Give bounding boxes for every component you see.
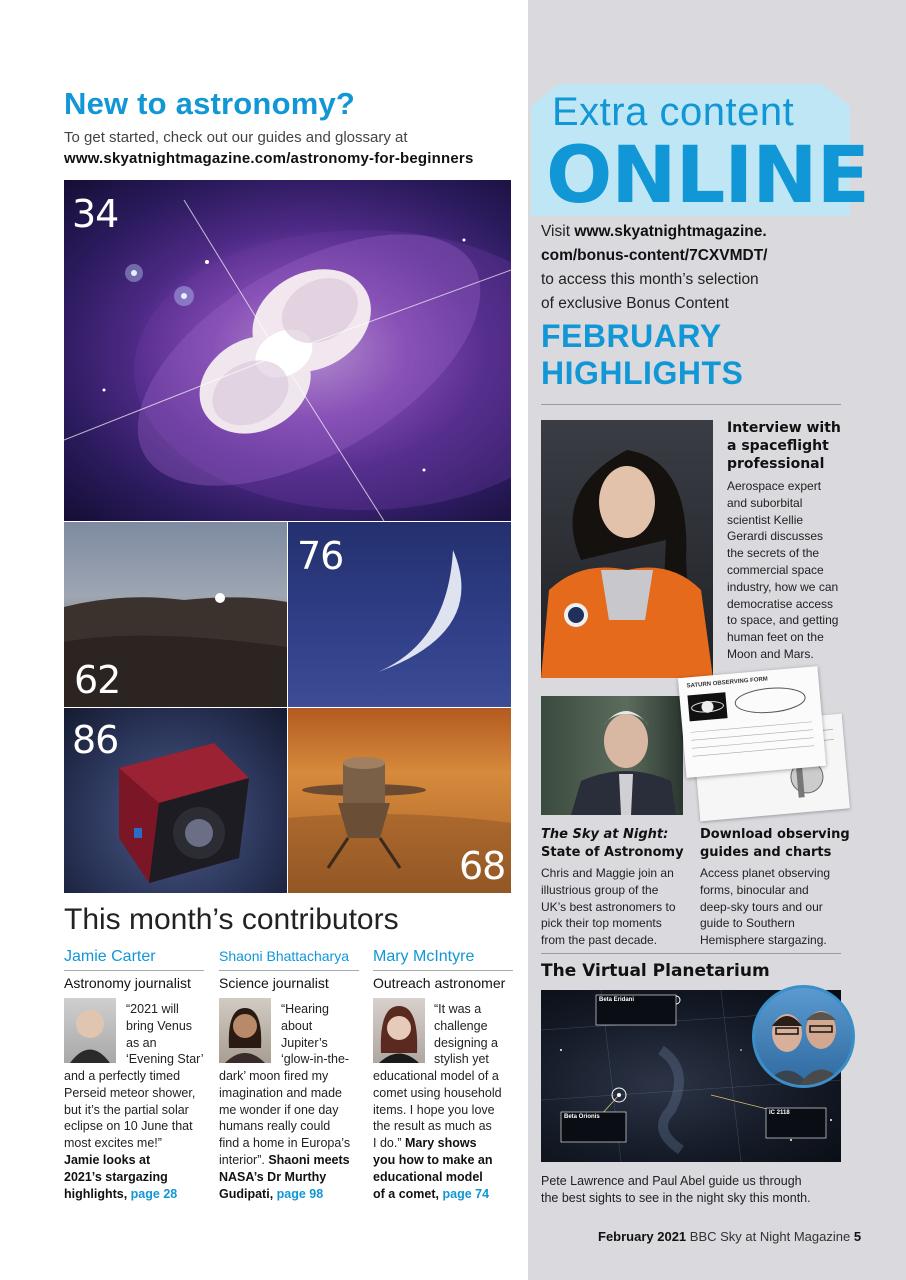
quote-line: me wonder if one day [219,1102,339,1117]
page-footer [598,1229,861,1244]
page-link[interactable]: page 74 [442,1186,490,1201]
quote-line: I do.” [373,1136,402,1151]
quote-line: interior”. [219,1152,265,1167]
contributor-name: Shaoni Bhattacharya [219,948,349,964]
quote-line: challenge [434,1018,488,1033]
saturn-art [678,666,826,778]
divider [219,970,359,971]
title-line: a spaceflight [727,438,829,454]
body-line: forms, binocular and [700,882,809,897]
highlights-line: HIGHLIGHTS [541,355,744,391]
teaser-line: highlights, [64,1186,128,1201]
body-line: Access planet observing [700,866,831,880]
contributor-name: Jamie Carter [64,948,156,965]
teaser-line: Gudipati, [219,1186,274,1201]
contributors-heading: This month’s contributors [64,903,399,936]
body-line: illustrious group of the [541,882,659,897]
body-line: scientist Kellie [727,512,804,527]
title-line: professional [727,456,825,472]
quote-line: and a perfectly timed [64,1069,181,1083]
quote-line: the result as much as [373,1119,492,1134]
download-title [700,826,850,862]
kellie-gerardi-image[interactable] [541,420,713,678]
page-number-34: 34 [72,192,119,236]
title-line: Download observing [700,827,850,842]
star-label: IC 2118 [769,1110,790,1116]
extra-content-title: Extra content [552,90,795,134]
teaser-line: Shaoni meets [268,1152,350,1167]
teaser-line: NASA’s Dr Murthy [219,1169,327,1184]
astro-camera-image[interactable] [64,708,287,893]
intro-heading: New to astronomy? [64,86,356,121]
presenter-art [541,696,683,815]
quote-line: bring Venus [126,1018,193,1033]
title-line: The Sky at Night: [541,827,669,842]
body-line: Aerospace expert [727,479,822,493]
presenters-art [755,988,852,1085]
form-title: SATURN OBSERVING FORM [686,676,769,690]
title-line: State of Astronomy [541,845,684,860]
quote-line: most excites me!” [64,1136,162,1151]
contributor-name: Mary McIntyre [373,948,475,965]
body-line: human feet on the [727,630,824,645]
page-link[interactable]: page 98 [276,1186,324,1201]
quote-line: “Hearing [281,1002,329,1016]
avatar-art [64,998,116,1063]
body-line: UK’s best astronomers to [541,899,676,914]
quote-line: “2021 will [126,1002,179,1016]
quote-line: eclipse on 10 June that [64,1119,193,1134]
planetarium-title: The Virtual Planetarium [541,961,770,981]
lander-image[interactable] [288,708,511,893]
saturn-form-sheet[interactable] [678,666,826,778]
visit-desc: of exclusive Bonus Content [541,295,729,312]
visit-word: Visit [541,223,571,240]
state-of-astronomy-image[interactable] [541,696,683,815]
body-line: deep-sky tours and our [700,899,823,914]
body-line: commercial space [727,562,824,577]
quote-line: find a home in Europa’s [219,1136,351,1151]
highlights-heading [541,318,743,392]
interview-title [727,419,841,473]
highlights-line: FEBRUARY [541,318,722,354]
teaser-line: educational model [373,1169,483,1184]
page-number-76: 76 [297,534,344,578]
beginners-link[interactable]: www.skyatnightmagazine.com/astronomy-for-beginners [64,150,474,167]
title-line: guides and charts [700,845,832,860]
body-line: Gerardi discusses [727,529,824,544]
mars-sunset-image[interactable] [64,522,287,707]
teaser-line: Mary shows [404,1136,477,1151]
online-title: ONLINE [546,131,869,221]
body-line: the secrets of the [727,546,820,561]
quote-line: imagination and made [219,1085,342,1100]
visit-desc: to access this month’s selection [541,271,759,288]
teaser-line: of a comet, [373,1186,439,1201]
bonus-url[interactable]: com/bonus-content/7CXVMDT/ [541,247,768,264]
eta-carinae-image[interactable] [64,180,511,521]
body-line: Chris and Maggie join an [541,866,674,880]
bonus-url[interactable]: www.skyatnightmagazine. [574,223,767,240]
body-line: pick their top moments [541,916,662,931]
quote-line: Jupiter’s [281,1035,328,1050]
star-label: Beta Eridani [599,997,635,1003]
avatar [219,998,271,1063]
quote-line: “It was a [434,1002,482,1016]
divider [541,404,841,405]
page-number-86: 86 [72,718,119,762]
quote-line: dark’ moon fired my [219,1069,329,1083]
nebula-art [64,180,511,521]
body-line: from the past decade. [541,933,658,948]
quote-line: Perseid meteor shower, [64,1085,196,1100]
quote-line: about [281,1018,313,1033]
page-link[interactable]: page 28 [130,1186,178,1201]
title-line: Interview with [727,420,841,436]
quote-line: humans really could [219,1119,331,1134]
body-line: industry, how we can [727,579,839,594]
caption-line: Pete Lawrence and Paul Abel guide us through [541,1174,802,1188]
avatar-art [219,998,271,1063]
divider [64,970,204,971]
quote-line: stylish yet [434,1052,489,1067]
quote-line: educational model of a [373,1069,499,1083]
body-line: guide to Southern [700,916,795,931]
page-number: 5 [853,1229,862,1244]
teaser-line: 2021’s stargazing [64,1169,168,1184]
divider [373,970,513,971]
teaser-line: you how to make an [373,1152,493,1167]
quote-line: items. I hope you love [373,1102,495,1117]
body-line: Hemisphere stargazing. [700,933,827,948]
avatar-art [373,998,425,1063]
star-label: Beta Orionis [564,1114,600,1120]
body-line: Moon and Mars. [727,646,814,661]
magazine-name: BBC Sky at Night Magazine [689,1229,851,1244]
quote-line: ‘glow-in-the- [281,1052,350,1067]
contributor-role: Outreach astronomer [373,975,506,991]
quote-line: but it’s the partial solar [64,1102,189,1117]
contributor-role: Science journalist [219,975,329,991]
body-line: to space, and getting [727,613,839,628]
quote-line: comet using household [373,1085,502,1100]
sky-at-night-title [541,826,684,862]
avatar [64,998,116,1063]
crescent-moon-image[interactable] [288,522,511,707]
visit-text [541,220,767,316]
caption-line: the best sights to see in the night sky this month. [541,1191,811,1205]
quote-line: designing a [434,1035,498,1050]
page-number-62: 62 [74,658,121,702]
body-line: democratise access [727,596,834,611]
astronaut-art [541,420,713,678]
contributor-role: Astronomy journalist [64,975,191,991]
avatar [373,998,425,1063]
body-line: and suborbital [727,495,803,510]
intro-text: To get started, check out our guides and glossary at [64,129,408,146]
quote-line: as an [126,1035,157,1050]
teaser-line: Jamie looks at [64,1152,151,1167]
issue-date: February 2021 [598,1229,687,1244]
divider [541,953,841,954]
page-number-68: 68 [459,844,506,888]
quote-line: ‘Evening Star’ [126,1052,204,1067]
presenters-photo[interactable] [752,985,855,1088]
